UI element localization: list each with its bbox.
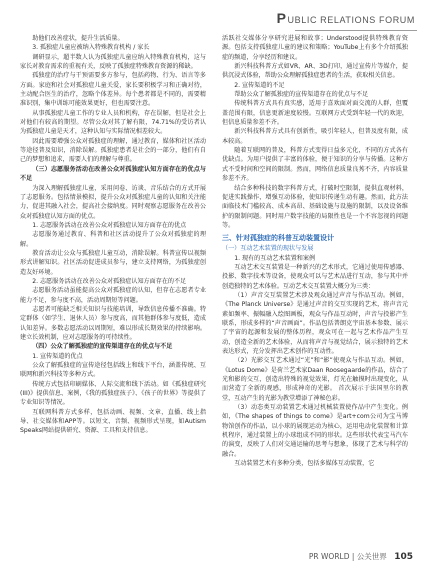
paragraph: 随着互联网的普及，科普方式变得日益多元化，不同的方式各有优缺点。为用户提供了丰富的体验，便于知识的分享与传播。这种方式不受时间和空间的限制。然而，网络信息质量良莠不齐，内容质量参差不齐。 [222,147,408,183]
paragraph: 为深入理解孤独症儿童，采用问卷、访谈、音乐结合的方式开展了志愿服务。包括情景模拟，提升公众对孤独症儿童的认知和关注能力，促进其融入社会，提高社会接纳度。同时观察志愿服务在改善公众对孤独症认知方面的优点。 [20,184,206,220]
paragraph: 因此需要增强公众对孤独症的理解，通过教育，媒体和社区活动等途径普及知识，消除误解。孤独症患者是社会的一部分，他们有自己的梦想和追求，需要人们的理解与尊重。 [20,137,206,164]
paragraph: 助他们改善症状，提升生活质量。 [32,35,124,42]
paragraph: 从事孤独症儿童工作的专业人员和机构，存在误解，但是社会上对他们有较高的期望。尽管公众对其了解有限，74.71%的受访者认为孤独症儿童是天才，这种认知与实际情况相差较大。 [20,109,206,136]
footer-magazine: PR WORLD [308,552,350,561]
paragraph: 1. 宣传渠道的优点 [32,352,83,360]
paragraph: 2. 宣传渠道的不足 [234,81,285,89]
header-rule [295,30,417,31]
paragraph: 互动装置艺术有多种分类，包括多媒体互动装置，它 [234,460,375,468]
paragraph: 孤独症的治疗与干预需要多方参与，包括药物、行为、语言等多方面。家庭和社会对孤独症儿童关爱，家长要积极学习和正确对待，主动配合医生的治疗，忽略个体差异。每个患者都是不同的，需要精准识别，集中训练可能效果更好，但也需要注意。 [20,72,206,108]
paragraph: （2）光影交互艺术通过“光”和“影”使观众与作品互动。例如，《Lotus Dome》是荷兰艺术家Daan Roosegaarde的作品，结合了光和影的交互，创造出特殊的视觉效果，灯光在触摸时出现变化，从而营造了全新的观感，形成神奇的光影。 首次展示于法国里尔的教堂，互动产生的光影为教堂增添了神秘色彩。 [222,357,408,402]
subsection-heading: （三）志愿服务活动在改善公众对孤独症认知方面存在的优点与不足 [20,165,206,183]
brand-name: UBLIC RELATIONS FORUM [287,15,415,25]
paragraph: 互动艺术交互装置是一种新兴的艺术形式，它通过使用传感器、投影、数字技术等设备，使观众可以与艺术品进行互动，参与其中并创造独特的艺术体验。互动艺术交互装置大概分为三类： [222,263,408,290]
subsection-heading: （四）公众了解孤独症的宣传渠道存在的优点与不足 [32,343,173,351]
right-column [222,34,408,468]
paragraph: 新兴科技科普方式如VR、AR、3D打印，通过宣传片等媒介，提供沉浸式体验，帮助公众理解孤独症患者的生活，获取相关信息。 [222,63,408,80]
journal-brand [277,10,415,26]
paragraph: 1. 现有的互动艺术装置和案例 [234,254,316,262]
paragraph: 新兴科技科普方式具有创新性，吸引年轻人，但普及度有限，成本较高。 [222,128,408,145]
brand-initial: P [276,10,287,26]
footer-separator: | [351,552,355,561]
paragraph: 调研显示，超半数人认为孤独症儿童应纳入特殊教育机构，这与家长对教育需求的重视有关，反映了孤独症特殊教育资源的稀缺。 [20,53,206,71]
paragraph: 传统科普方式具有真实感，适用于喜欢面对面交流的人群，但覆盖范围有限，信息更新速度较慢。互联网方式受到年轻一代的欢迎，但信息质量参差不齐。 [222,100,408,127]
page-number: 105 [394,552,413,562]
paragraph: 活跃社交媒体分享研究进展和故事；Understood提供特殊教育资源。包括支持孤独症儿童的建议和策略；YouTube上有多个介绍孤独症的频道，分享经历和建议。 [222,35,408,61]
paragraph: 志愿服务通过教育、科普和社区活动提升了公众对孤独症的理解。 [20,231,206,248]
section-heading: 三、针对孤独症的科普互动装置设计 [222,234,334,243]
paragraph: （1）声音交互装置艺术涉及观众通过声音与作品互动。例如，《The Planck Universe》是通过声音的交互实现的艺术，将声音元素如频率、振幅融入绘图画板，观众与作品互动时，声音与投影产生联系，形成多样的“声音画面”。作品包括普朗克宇宙基本参数、展示了宇宙的起源和发展的整体历程，观众可在一起与艺术作品产生互动，创造全新的艺术体验，从而将声音与视觉结合，展示独特的艺术表达形式，充分发挥出艺术创作的互动性。 [222,291,408,355]
paragraph: （3）动态类互动装置艺术通过机械装置使作品中产生变化。例如，《The shapes of things to come》是art+com公司为宝马博物馆创作的作品，以小球的展现运动为核心，运用电动化装置和计算机程序，通过装置上的小球组成不同的形状。这些形状代表宝马汽车的演变，反映了人们对交通运输的思考与想象，体现了艺术与科学的融合。 [222,404,408,458]
page-footer [309,551,413,562]
paragraph: 互联网科普方式多样，包括动画、视频、文章，直播、线上指导、社交媒体和APP等。以短文、音频、视频形式呈现，如Autism Speaks网站提供研究、资源、工具和支持信息。 [20,408,206,435]
paragraph: 公众了解孤独症的宣传途径包括线上和线下平台，涵盖传统、互联网和新兴科技等多种方式。 [20,362,206,379]
paragraph: 教育活动让公众与孤独症儿童互动，消除误解。科普宣传以视频形式讲解知识。社区活动促进成员参与，建立支持网络，为孤独症创造友好环境。 [20,249,206,276]
paragraph: 志愿者可能缺乏相关知识与技能培训，导致信息传播不准确。特定群体（如学生、退休人员）参与度高，而其他群体参与度低，造成认知差异。多数志愿活动以周期短，难以形成长期效果的持续影响。建立长效机制，应对志愿服务的可持续性。 [20,305,206,341]
footer-section: 公关世界 [356,552,387,561]
paragraph: 帮助公众了解孤独症的宣传渠道存在的优点与不足 [234,91,369,99]
paragraph: 3. 孤独症儿童应被纳入特殊教育机构 / 家长 [32,44,150,52]
paragraph: 志愿服务活动虽能提高公众对孤独症的认知，但存在志愿者专业能力不足，参与度不高，活动周期短等问题。 [20,287,206,304]
subsection-heading: （一）互动艺术装置的现状与发展 [222,245,314,253]
left-column [20,34,206,436]
paragraph: 2. 志愿服务活动在改善公众对孤独症认知方面存在的不足 [32,277,187,285]
paragraph: 1. 志愿服务活动在改善公众对孤独症认知方面存在的优点 [32,221,187,229]
paragraph: 结合多种科技的数字科普方式，打破时空限制，提供直观材料，促进实践操作，增强互动体验，使知识传递生动有趣。然而，此方法面临技术门槛较高、成本高昂、基础设施与设施的限制，以及设备维护的限制问题。同时用户数字技能的局限性也是一个不容忽视的问题等。 [222,184,408,229]
paragraph: 传统方式包括印刷媒体、人际交流和线下活动。如《孤独症研究(III)》提供信息、案例，《我的孤独症孩子》、《孩子的世界》等提供了专业知识等情况。 [20,380,206,407]
